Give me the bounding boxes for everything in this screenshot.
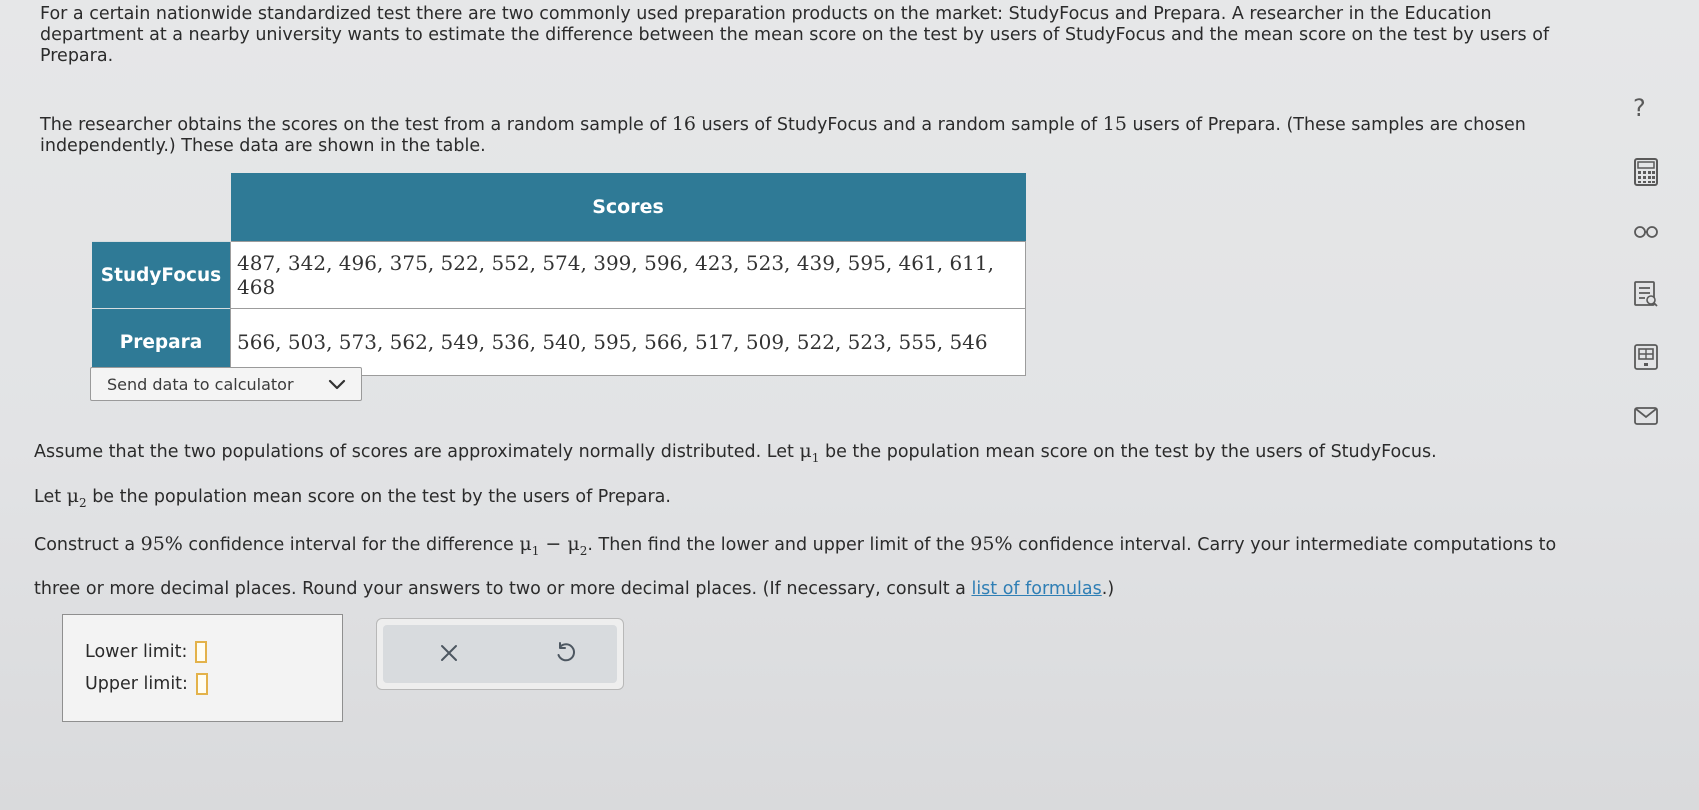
chevron-down-icon: [327, 375, 347, 393]
help-icon[interactable]: ?: [1633, 94, 1646, 122]
lower-limit-row: [85, 641, 207, 663]
lower-limit-label: Lower limit:: [85, 642, 188, 662]
upper-limit-row: [85, 673, 208, 695]
intro-paragraph: For a certain nationwide standardized test there are two commonly used preparation products on the market: StudyFocus and Prepara. A researcher in the Education department at a nearby university wants to estimate the difference between the mean score on the test by users of StudyFocus and the mean score on the test by users of Prepara.: [40, 4, 1550, 66]
table-row: [92, 242, 1026, 309]
glasses-icon[interactable]: [1633, 225, 1659, 239]
action-panel: [376, 618, 624, 690]
notes-icon[interactable]: [1633, 280, 1659, 308]
send-button-label: Send data to calculator: [107, 374, 294, 394]
mail-icon[interactable]: [1633, 406, 1659, 426]
send-data-to-calculator-button[interactable]: [90, 367, 362, 401]
mu1-symbol: $\mu_1$: [799, 440, 820, 465]
studyfocus-scores: 487, 342, 496, 375, 522, 552, 574, 399, 596, 423, 523, 439, 595, 461, 611, 468: [231, 242, 1026, 309]
sample-paragraph: The researcher obtains the scores on the test from a random sample of 16 users of StudyFocus and a random sample of 15 users of Prepara. (These samples are chosen independently.) These data are shown in the table.: [40, 113, 1526, 156]
upper-limit-label: Upper limit:: [85, 674, 188, 694]
undo-icon[interactable]: [553, 641, 577, 665]
close-icon[interactable]: [437, 641, 461, 665]
data-icon[interactable]: [1633, 343, 1659, 371]
lower-limit-input[interactable]: [195, 641, 207, 663]
calculator-icon[interactable]: [1633, 157, 1659, 187]
list-of-formulas-link[interactable]: list of formulas: [971, 578, 1102, 599]
prepara-scores: 566, 503, 573, 562, 549, 536, 540, 595, 566, 517, 509, 522, 523, 555, 546: [231, 309, 1026, 376]
upper-limit-input[interactable]: [196, 673, 208, 695]
mu2-symbol: $\mu_2$: [66, 484, 87, 510]
answer-box: [62, 614, 343, 722]
scores-table: [92, 173, 1026, 376]
construct-paragraph: Construct a 95% confidence interval for the difference $\mu_1 - \mu_2$. Then find the lower and upper limit of the 95% confidence interval. Carry your intermediate computations to three or more decimal places. Round your answers to two or more decimal places. (If necessary, consult a list of formulas.): [34, 533, 1557, 599]
assume-paragraph: Assume that the two populations of scores are approximately normally distributed. Let $\mu_1$ be the population mean score on the test by the users of StudyFocus. Let $\mu_2$ be the population mean score on the test by the users of Prepara.: [34, 440, 1437, 510]
row-label-prepara: Prepara: [92, 309, 231, 376]
scores-header: Scores: [231, 173, 1026, 242]
table-row: [92, 309, 1026, 376]
row-label-studyfocus: StudyFocus: [92, 242, 231, 309]
